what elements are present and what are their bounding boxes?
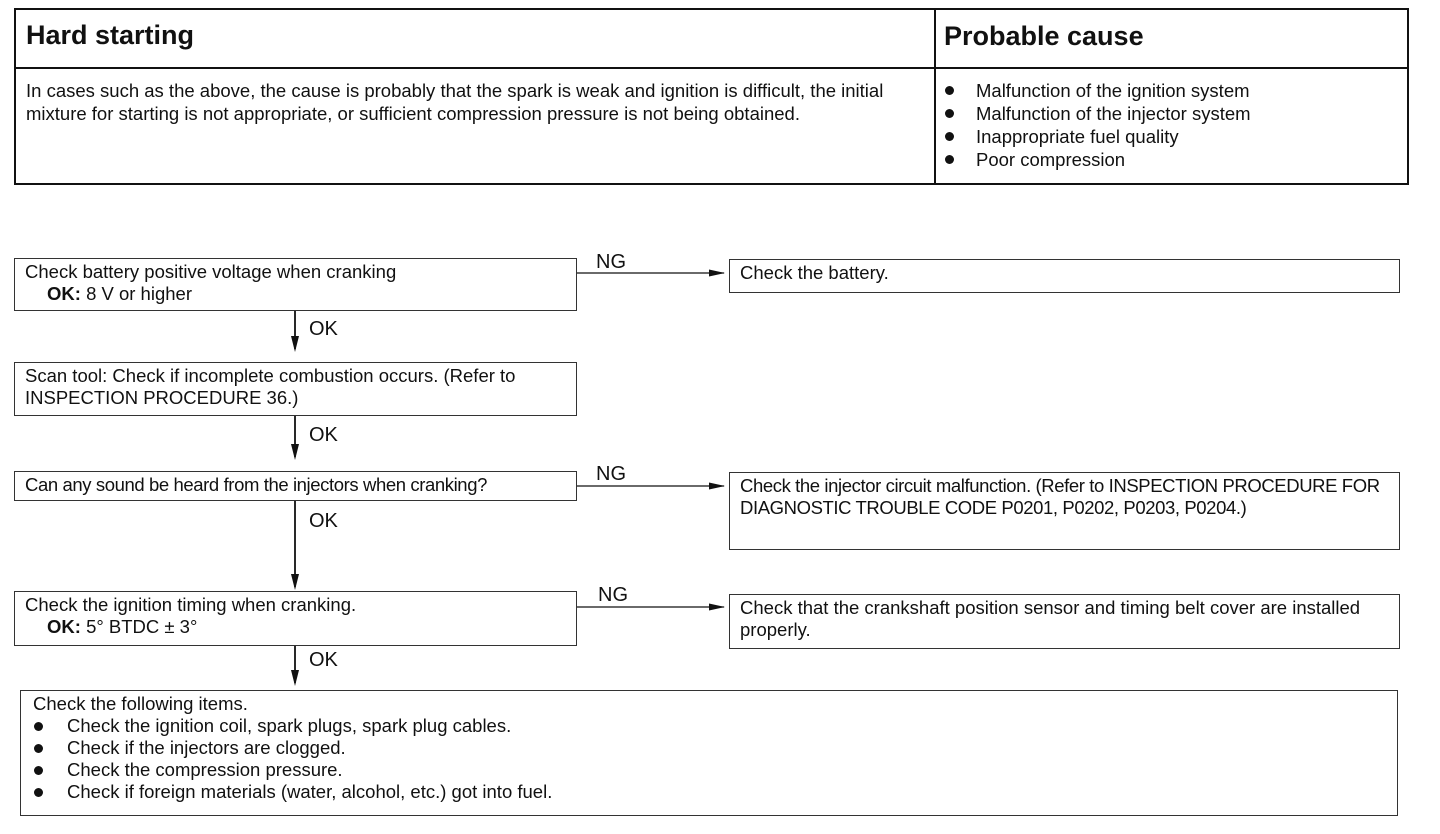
- ok-value: 5° BTDC ± 3°: [86, 616, 198, 637]
- ng-label: NG: [598, 584, 628, 606]
- ok-criterion: [25, 616, 566, 638]
- ok-value: 8 V or higher: [86, 283, 192, 304]
- ok-arrowhead-step3: [291, 574, 299, 590]
- ok-key: OK:: [47, 616, 81, 637]
- ng-action-text: Check that the crankshaft position sensor and timing belt cover are installed properly.: [740, 597, 1361, 640]
- cause-item: Inappropriate fuel quality: [944, 125, 1251, 148]
- symptom-header: Hard starting: [26, 20, 195, 50]
- cause-item: Malfunction of the ignition system: [944, 79, 1251, 102]
- ng-check-battery: [729, 259, 1400, 293]
- step-ignition-timing: [14, 591, 577, 646]
- final-item-list: [33, 715, 1387, 803]
- final-item: Check if the injectors are clogged.: [33, 737, 1387, 759]
- step-text: Scan tool: Check if incomplete combustion occurs. (Refer to INSPECTION PROCEDURE 36.): [25, 365, 516, 408]
- final-item: Check if foreign materials (water, alcohol, etc.) got into fuel.: [33, 781, 1387, 803]
- final-item: Check the compression pressure.: [33, 759, 1387, 781]
- cause-item: Malfunction of the injector system: [944, 102, 1251, 125]
- step-text: Check battery positive voltage when cranking: [25, 261, 397, 282]
- ok-arrowhead-step4: [291, 670, 299, 686]
- final-item: Check the ignition coil, spark plugs, spark plug cables.: [33, 715, 1387, 737]
- final-check-items: [20, 690, 1398, 816]
- ok-arrowhead-step1: [291, 336, 299, 352]
- step-check-battery-voltage: [14, 258, 577, 311]
- final-title: Check the following items.: [33, 693, 248, 714]
- step-text: Can any sound be heard from the injectors when cranking?: [25, 474, 487, 495]
- ok-label: OK: [309, 649, 338, 671]
- step-scan-tool-combustion: [14, 362, 577, 416]
- symptom-description: In cases such as the above, the cause is probably that the spark is weak and ignition is difficult, the initial mixture for starting is not appropriate, or sufficient compression pressure is not being obtained.: [26, 80, 884, 124]
- ng-label: NG: [596, 251, 626, 273]
- ng-injector-circuit: [729, 472, 1400, 550]
- step-injector-sound: [14, 471, 577, 501]
- cause-item: Poor compression: [944, 148, 1251, 171]
- probable-cause-header: Probable cause: [944, 21, 1144, 51]
- step-text: Check the ignition timing when cranking.: [25, 594, 357, 615]
- ok-criterion: [25, 283, 566, 305]
- ok-key: OK:: [47, 283, 81, 304]
- ng-crankshaft-sensor: [729, 594, 1400, 649]
- ng-action-text: Check the injector circuit malfunction. (Refer to INSPECTION PROCEDURE FOR DIAGNOSTIC TROUBLE CODE P0201, P0202, P0203, P0204.): [740, 475, 1380, 518]
- ok-label: OK: [309, 318, 338, 340]
- ok-label: OK: [309, 424, 338, 446]
- ok-arrowhead-step2: [291, 444, 299, 460]
- ng-action-text: Check the battery.: [740, 262, 889, 283]
- ng-label: NG: [596, 463, 626, 485]
- ok-label: OK: [309, 510, 338, 532]
